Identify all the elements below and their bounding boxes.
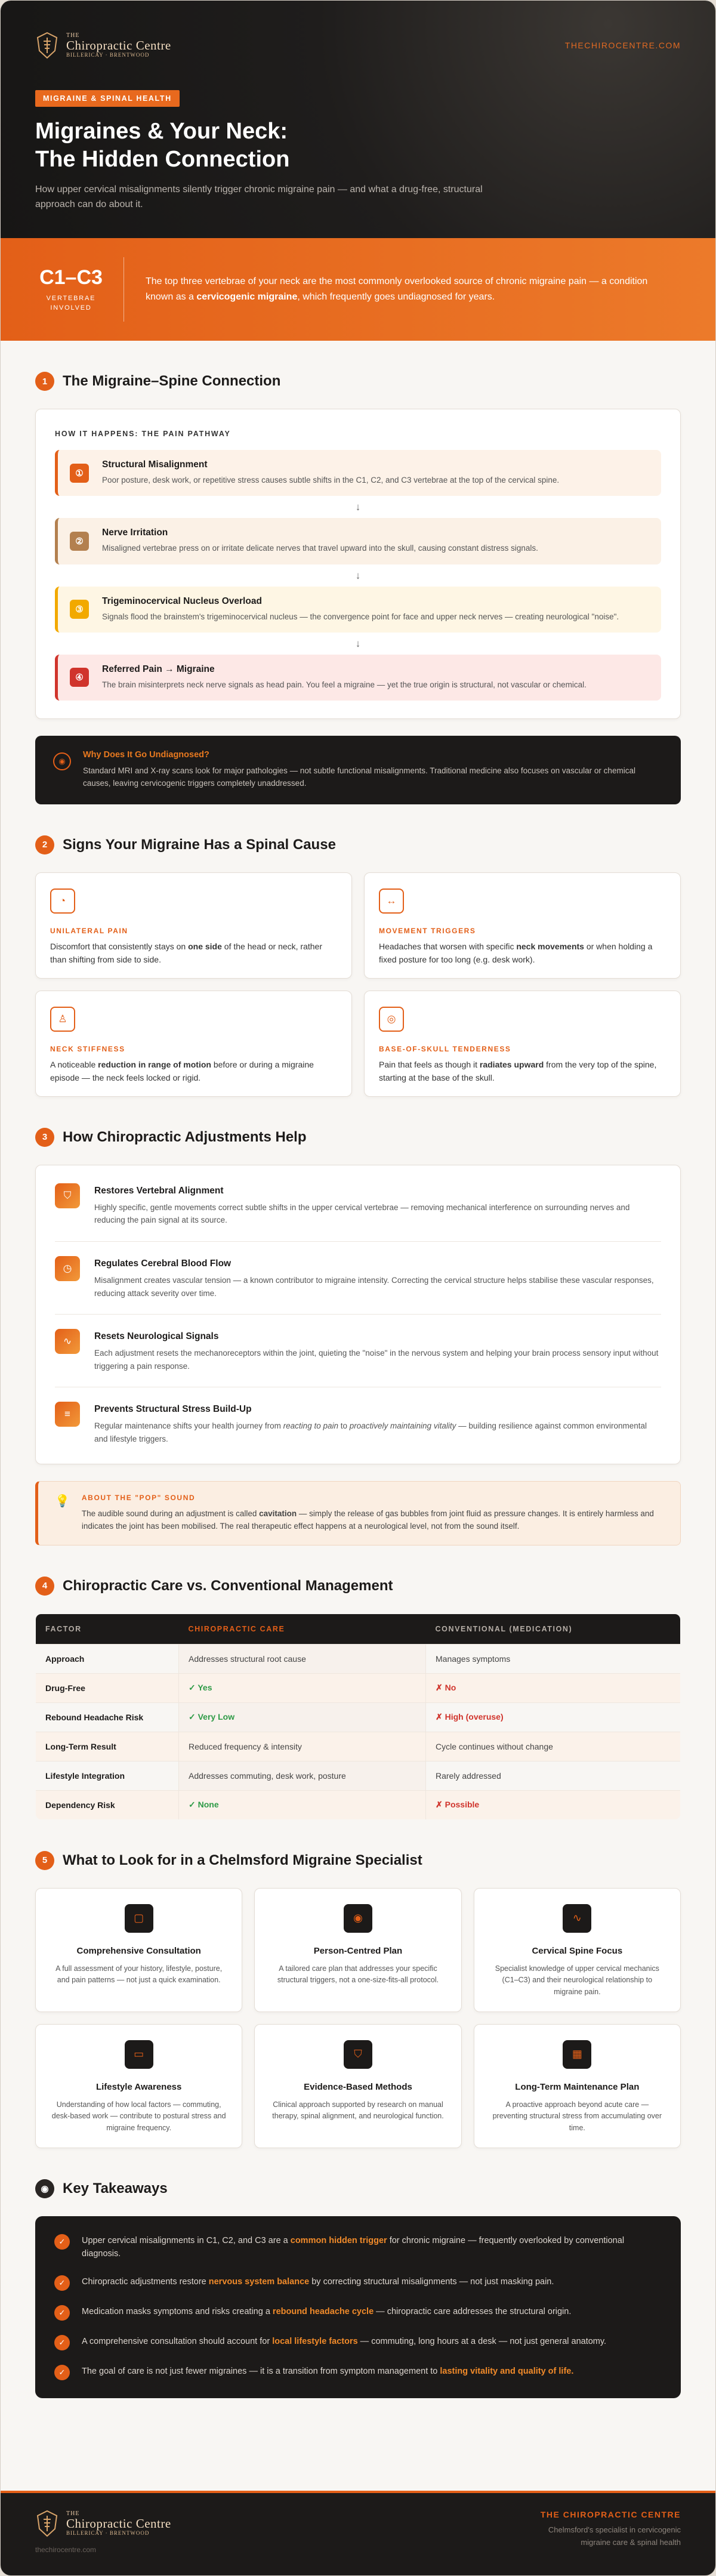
pathway-step bbox=[55, 450, 661, 496]
specialist-card bbox=[474, 1888, 681, 2012]
card-title: Cervical Spine Focus bbox=[532, 1945, 623, 1956]
benefit-title: Restores Vertebral Alignment bbox=[94, 1185, 224, 1196]
card-text: A tailored care plan that addresses your specific structural triggers, not a one-size-fits-all protocol. bbox=[277, 1964, 439, 1985]
info-icon: ◉ bbox=[53, 752, 71, 770]
check-icon: ✓ bbox=[54, 2234, 70, 2250]
pulse-icon: ∿ bbox=[55, 1329, 80, 1354]
section-number: 1 bbox=[35, 372, 54, 391]
table-row bbox=[36, 1790, 681, 1819]
table-cell: Cycle continues without change bbox=[426, 1732, 681, 1761]
list-icon: ≡ bbox=[55, 1402, 80, 1427]
main-content bbox=[1, 372, 715, 2398]
top-bar bbox=[35, 32, 681, 59]
site-link[interactable]: THECHIROCENTRE.COM bbox=[564, 41, 681, 50]
table-cell: Addresses commuting, desk work, posture bbox=[179, 1761, 426, 1790]
takeaway-text: Upper cervical misalignments in C1, C2, and C3 are a common hidden trigger for chronic migraine — frequently overlooked by conventional diagnosis. bbox=[82, 2235, 625, 2259]
footer-description: Chelmsford's specialist in cervicogenic migraine care & spinal health bbox=[548, 2525, 681, 2547]
step-title: Nerve Irritation bbox=[102, 527, 168, 538]
step-text: Misaligned vertebrae press on or irritate delicate nerves that travel upward into the skull, causing constant distress signals. bbox=[102, 544, 538, 553]
check-icon: ✓ bbox=[54, 2275, 70, 2291]
card-text: A proactive approach beyond acute care — preventing structural stress from accumulating over time. bbox=[492, 2100, 662, 2132]
logo-name: Chiropractic Centre bbox=[66, 2516, 171, 2531]
takeaway-item bbox=[54, 2275, 662, 2291]
logo-mark-icon bbox=[35, 2510, 59, 2537]
benefit-text: Highly specific, gentle movements correct subtle shifts in the upper cervical vertebrae — removing mechanical interference on surrounding nerves and reducing the pain signal at its source. bbox=[94, 1202, 630, 1225]
lightbulb-icon: 💡 bbox=[55, 1494, 70, 1508]
highlight-band bbox=[1, 238, 715, 341]
footer bbox=[1, 2491, 715, 2575]
benefit-item bbox=[55, 1402, 661, 1445]
alert-title: Why Does It Go Undiagnosed? bbox=[83, 750, 209, 760]
section-number: 3 bbox=[35, 1128, 54, 1147]
takeaway-item bbox=[54, 2305, 662, 2321]
sign-label: NECK STIFFNESS bbox=[50, 1044, 125, 1053]
table-cell: ✗ No bbox=[426, 1673, 681, 1702]
sign-card-unilateral bbox=[35, 872, 352, 979]
sign-text: Pain that feels as though it radiates upward from the very top of the spine, starting at the base of the skull. bbox=[379, 1059, 657, 1083]
logo-locations: BILLERICAY · BRENTWOOD bbox=[66, 2530, 150, 2537]
takeaway-item bbox=[54, 2234, 662, 2261]
band-text: The top three vertebrae of your neck are the most commonly overlooked source of chronic migraine pain — a condition known as a cervicogenic migraine, which frequently goes undiagnosed for years. bbox=[146, 276, 648, 302]
footer-brand: THE CHIROPRACTIC CENTRE bbox=[540, 2510, 681, 2519]
band-stat-value: C1–C3 bbox=[39, 266, 103, 289]
logo-small-text: THE bbox=[66, 32, 80, 39]
hero-header bbox=[1, 1, 715, 238]
clock-icon: ◷ bbox=[55, 1256, 80, 1281]
card-text: Clinical approach supported by research on manual therapy, spinal alignment, and neurological function. bbox=[272, 2100, 444, 2121]
target-icon: ◎ bbox=[379, 1007, 404, 1032]
footer-site-link[interactable]: thechirocentre.com bbox=[35, 2546, 97, 2554]
step-title: Referred Pain → Migraine bbox=[102, 664, 215, 674]
table-cell: ✓ Very Low bbox=[179, 1702, 426, 1732]
sign-text: A noticeable reduction in range of motion before or during a migraine episode — the neck feels locked or rigid. bbox=[50, 1059, 314, 1083]
title-line-1: Migraines & Your Neck: bbox=[35, 119, 288, 144]
column-header: CONVENTIONAL (MEDICATION) bbox=[426, 1614, 681, 1644]
step-text: The brain misinterprets neck nerve signals as head pain. You feel a migraine — yet the true origin is structural, not vascular or chemical. bbox=[102, 680, 587, 689]
specialist-card bbox=[35, 1888, 242, 2012]
sign-card-skull bbox=[364, 991, 681, 1097]
section-1-header bbox=[35, 372, 681, 391]
step-title: Structural Misalignment bbox=[102, 459, 208, 470]
sign-label: UNILATERAL PAIN bbox=[50, 926, 128, 935]
table-cell: Drug-Free bbox=[36, 1673, 179, 1702]
table-cell: Rebound Headache Risk bbox=[36, 1702, 179, 1732]
column-header: FACTOR bbox=[36, 1614, 179, 1644]
takeaway-text: The goal of care is not just fewer migraines — it is a transition from symptom management to lasting vitality and quality of life. bbox=[82, 2366, 574, 2376]
step-title: Trigeminocervical Nucleus Overload bbox=[102, 596, 262, 606]
sign-card-movement bbox=[364, 872, 681, 979]
benefit-title: Resets Neurological Signals bbox=[94, 1331, 219, 1342]
sign-label: MOVEMENT TRIGGERS bbox=[379, 926, 476, 935]
category-tag: MIGRAINE & SPINAL HEALTH bbox=[35, 90, 180, 107]
card-title: Person-Centred Plan bbox=[313, 1945, 403, 1956]
table-cell: ✓ Yes bbox=[179, 1673, 426, 1702]
section-title: How Chiropractic Adjustments Help bbox=[63, 1128, 307, 1145]
takeaways-box bbox=[35, 2216, 681, 2398]
note-label: ABOUT THE "POP" SOUND bbox=[81, 1493, 196, 1502]
footer-info bbox=[541, 2510, 681, 2549]
benefit-item bbox=[55, 1183, 661, 1242]
benefit-item bbox=[55, 1329, 661, 1387]
step-number-icon: ② bbox=[70, 532, 89, 551]
person-icon: ◉ bbox=[344, 1904, 372, 1933]
takeaway-text: Medication masks symptoms and risks creating a rebound headache cycle — chiropractic care addresses the structural origin. bbox=[82, 2306, 572, 2316]
section-5-header bbox=[35, 1851, 681, 1870]
title-line-2: The Hidden Connection bbox=[35, 146, 290, 172]
logo[interactable] bbox=[35, 32, 171, 59]
section-title: Chiropractic Care vs. Conventional Management bbox=[63, 1577, 393, 1594]
undiagnosed-alert bbox=[35, 736, 681, 804]
pathway-caption: HOW IT HAPPENS: THE PAIN PATHWAY bbox=[55, 430, 231, 438]
benefit-text: Regular maintenance shifts your health journey from reacting to pain to proactively maintaining vitality — building resilience against common environmental and lifestyle triggers. bbox=[94, 1421, 647, 1443]
sign-card-stiffness bbox=[35, 991, 352, 1097]
table-row bbox=[36, 1761, 681, 1790]
table-cell: ✗ High (overuse) bbox=[426, 1702, 681, 1732]
table-cell: Lifestyle Integration bbox=[36, 1761, 179, 1790]
table-cell: Reduced frequency & intensity bbox=[179, 1732, 426, 1761]
check-icon: ✓ bbox=[54, 2305, 70, 2321]
benefit-title: Regulates Cerebral Blood Flow bbox=[94, 1258, 232, 1269]
benefit-item bbox=[55, 1256, 661, 1315]
table-cell: Long-Term Result bbox=[36, 1732, 179, 1761]
takeaways-header bbox=[35, 2179, 681, 2198]
step-number-icon: ③ bbox=[70, 600, 89, 619]
pulse-icon: ∿ bbox=[563, 1904, 591, 1933]
logo-locations: BILLERICAY · BRENTWOOD bbox=[66, 52, 150, 58]
table-row bbox=[36, 1702, 681, 1732]
sign-text: Headaches that worsen with specific neck movements or when holding a fixed posture for too long (e.g. desk work). bbox=[379, 941, 653, 965]
signs-grid bbox=[35, 872, 681, 1097]
benefit-text: Misalignment creates vascular tension — a known contributor to migraine intensity. Correcting the cervical structure helps stabilise these vascular responses, reducing attack severity over time. bbox=[94, 1276, 654, 1298]
bell-icon: ♙ bbox=[50, 1007, 75, 1032]
section-title: What to Look for in a Chelmsford Migraine Specialist bbox=[63, 1852, 422, 1868]
takeaway-item bbox=[54, 2365, 662, 2380]
sign-text: Discomfort that consistently stays on one side of the head or neck, rather than shifting from side to side. bbox=[50, 941, 322, 965]
pathway-step bbox=[55, 655, 661, 701]
calendar-icon: ▦ bbox=[563, 2040, 591, 2069]
check-icon: ✓ bbox=[54, 2335, 70, 2350]
shield-icon: ⛉ bbox=[55, 1183, 80, 1208]
logo-name: Chiropractic Centre bbox=[66, 38, 171, 53]
step-text: Poor posture, desk work, or repetitive stress causes subtle shifts in the C1, C2, and C3 vertebrae at the top of the cervical spine. bbox=[102, 476, 560, 485]
benefit-title: Prevents Structural Stress Build-Up bbox=[94, 1404, 252, 1415]
card-title: Long-Term Maintenance Plan bbox=[515, 2081, 640, 2092]
table-cell: Approach bbox=[36, 1644, 179, 1673]
pain-pathway-card bbox=[35, 409, 681, 719]
card-text: Specialist knowledge of upper cervical mechanics (C1–C3) and their neurological relationship to migraine pain. bbox=[495, 1964, 659, 1996]
logo-mark-icon bbox=[35, 32, 59, 59]
section-number: 4 bbox=[35, 1577, 54, 1596]
table-row bbox=[36, 1644, 681, 1673]
section-title: The Migraine–Spine Connection bbox=[63, 373, 281, 389]
arrow-down-icon: ↓ bbox=[355, 569, 361, 581]
section-2-header bbox=[35, 835, 681, 854]
comparison-table bbox=[35, 1614, 681, 1820]
check-icon: ✓ bbox=[54, 2365, 70, 2380]
footer-logo[interactable] bbox=[35, 2510, 171, 2537]
specialist-card bbox=[254, 2024, 461, 2148]
section-title: Key Takeaways bbox=[63, 2180, 168, 2196]
page-subtitle: How upper cervical misalignments silently trigger chronic migraine pain — and what a drug-free, structural approach can do about it. bbox=[35, 184, 483, 210]
monitor-icon: ▭ bbox=[125, 2040, 153, 2069]
band-stat-label: VERTEBRAE INVOLVED bbox=[46, 294, 96, 312]
pathway-step bbox=[55, 587, 661, 633]
pathway-step bbox=[55, 518, 661, 564]
step-number-icon: ④ bbox=[70, 668, 89, 687]
specialist-card bbox=[474, 2024, 681, 2148]
column-header: CHIROPRACTIC CARE bbox=[179, 1614, 426, 1644]
table-row bbox=[36, 1732, 681, 1761]
takeaway-text: Chiropractic adjustments restore nervous system balance by correcting structural misalignments — not just masking pain. bbox=[82, 2276, 554, 2287]
table-cell: Addresses structural root cause bbox=[179, 1644, 426, 1673]
note-text: The audible sound during an adjustment is called cavitation — simply the release of gas bubbles from joint fluid as pressure changes. It is entirely harmless and indicates the joint has been mobilised. The real therapeutic effect happens at a neurological level, not from the sound itself. bbox=[81, 1508, 654, 1531]
arrow-down-icon: ↓ bbox=[355, 501, 361, 513]
specialist-card bbox=[254, 1888, 461, 2012]
page-title bbox=[35, 118, 681, 173]
card-title: Lifestyle Awareness bbox=[95, 2081, 182, 2092]
sign-label: BASE-OF-SKULL TENDERNESS bbox=[379, 1044, 511, 1053]
card-title: Comprehensive Consultation bbox=[76, 1945, 201, 1956]
section-3-header bbox=[35, 1128, 681, 1147]
step-number-icon: ① bbox=[70, 464, 89, 483]
logo-small-text: THE bbox=[66, 2510, 80, 2517]
benefit-text: Each adjustment resets the mechanoreceptors within the joint, quieting the "noise" in the nervous system and helping your brain process sensory input without triggering a pain response. bbox=[94, 1349, 659, 1371]
takeaway-text: A comprehensive consultation should account for local lifestyle factors — commuting, long hours at a desk — not just general anatomy. bbox=[82, 2336, 607, 2346]
specialist-grid bbox=[35, 1888, 681, 2148]
chat-icon: ▢ bbox=[125, 1904, 153, 1933]
section-4-header bbox=[35, 1577, 681, 1596]
key-icon: ◉ bbox=[35, 2179, 54, 2198]
alert-text: Standard MRI and X-ray scans look for major pathologies — not subtle functional misalignments. Traditional medicine also focuses on vascular or chemical causes, leaving cervicogenic triggers completely unaddressed. bbox=[83, 766, 635, 788]
card-title: Evidence-Based Methods bbox=[304, 2081, 412, 2092]
arrows-horizontal-icon: ↔ bbox=[379, 889, 404, 914]
arrow-down-icon: ↓ bbox=[355, 637, 361, 649]
adjustments-card bbox=[35, 1165, 681, 1464]
table-cell: Rarely addressed bbox=[426, 1761, 681, 1790]
table-cell: ✓ None bbox=[179, 1790, 426, 1819]
shield-check-icon: ⛉ bbox=[344, 2040, 372, 2069]
card-text: Understanding of how local factors — commuting, desk-based work — contribute to postural stress and migraine frequency. bbox=[51, 2100, 226, 2132]
clock-icon: ◔ bbox=[50, 889, 75, 914]
step-text: Signals flood the brainstem's trigeminocervical nucleus — the convergence point for face and upper neck nerves — creating neurological "noise". bbox=[102, 612, 619, 621]
band-stat bbox=[35, 266, 107, 313]
section-number: 5 bbox=[35, 1851, 54, 1870]
specialist-card bbox=[35, 2024, 242, 2148]
table-row bbox=[36, 1673, 681, 1702]
takeaway-item bbox=[54, 2335, 662, 2350]
section-number: 2 bbox=[35, 835, 54, 854]
pop-sound-note bbox=[35, 1481, 681, 1545]
table-cell: Dependency Risk bbox=[36, 1790, 179, 1819]
card-text: A full assessment of your history, lifestyle, posture, and pain patterns — not just a quick examination. bbox=[55, 1964, 223, 1985]
table-cell: Manages symptoms bbox=[426, 1644, 681, 1673]
table-cell: ✗ Possible bbox=[426, 1790, 681, 1819]
section-title: Signs Your Migraine Has a Spinal Cause bbox=[63, 836, 336, 853]
